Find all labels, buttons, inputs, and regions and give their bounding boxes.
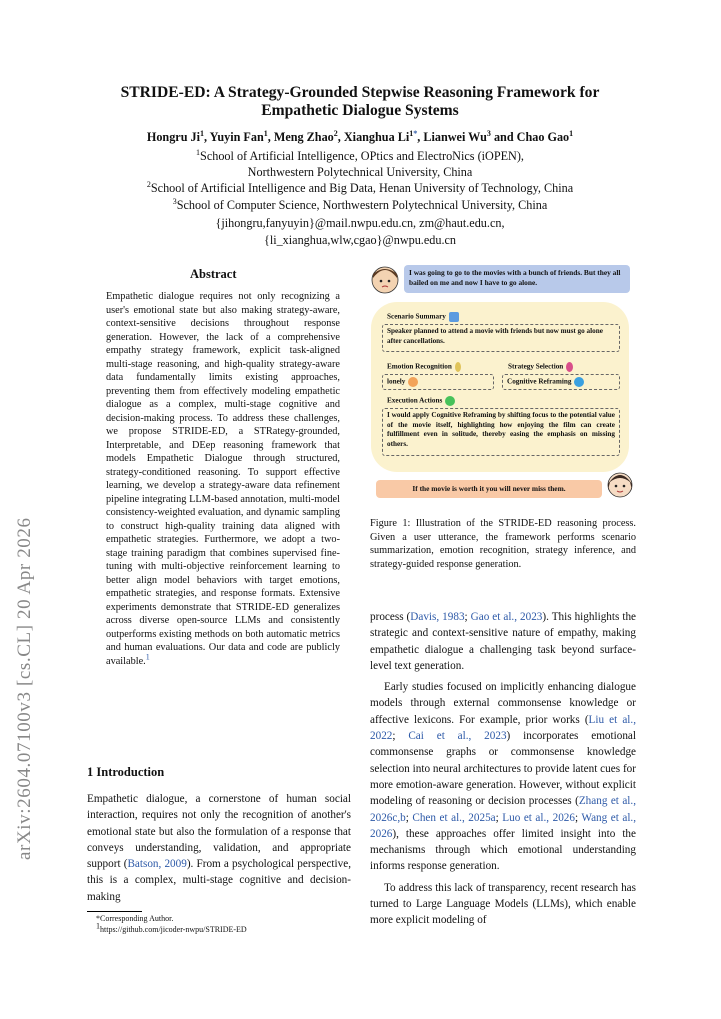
citation-link[interactable]: Luo et al., 2026 xyxy=(502,811,575,824)
citation-link[interactable]: Batson, 2009 xyxy=(127,858,187,871)
figure-caption: Figure 1: Illustration of the STRIDE-ED reasoning process. Given a user utterance, the framework performs scenario summarization, emotion recognition, strategy inference, and strategy-guided response generation. xyxy=(370,518,636,570)
emotion-value-box: lonely xyxy=(382,374,494,390)
abstract-body: Empathetic dialogue requires not only recognizing a user's emotional state but also making strategy-aware, context-sensitive decisions throughout response generation. However, the lack of a comprehensive empathy strategy framework, explicit task-aligned multi-stage reasoning, and high-quality strategy-aware data fundamentally limits existing approaches, preventing them from effectively modeling empathetic dialogue as a complex, multi-stage cognitive and decision-making process. To address these challenges, we propose STRIDE-ED, a STRategy-grounded, Interpretable, and DEep reasoning framework that models Empathetic Dialogue through structured, strategy-conditioned reasoning. To support effective learning, we develop a strategy-aware data refinement pipeline integrating LLM-based annotation, multi-model consistency-weighted evaluation, and dynamic sampling to construct high-quality training data aligned with empathetic strategies. Furthermore, we adopt a two-stage training paradigm that combines supervised fine-tuning with multi-objective reinforcement learning to better align model behaviors with target emotions, empathetic strategies, and response formats. Extensive experiments demonstrate that STRIDE-ED generalizes across diverse open-source LLMs and consistently outperforms existing methods on both automatic metrics and human evaluations. Our data and code are publicly available.$^1$ xyxy=(106,291,340,667)
affiliation-1: $^1$School of Artificial Intelligence, OPtics and ElectroNics (iOPEN), xyxy=(196,147,524,163)
user-avatar-icon xyxy=(370,264,400,298)
execution-actions-label: Execution Actions xyxy=(387,396,455,406)
lightbulb-icon xyxy=(455,362,461,372)
citation-link[interactable]: Liu et al., 2022 xyxy=(370,713,636,743)
check-icon xyxy=(445,396,455,406)
bot-avatar-icon xyxy=(606,470,634,504)
citation-link[interactable]: Wang et al., 2026 xyxy=(370,811,637,840)
strategy-icon xyxy=(566,362,573,372)
section-heading-introduction: 1 Introduction xyxy=(87,765,165,779)
author-list: Hongru Ji$^1$, Yuyin Fan$^1$, Meng Zhao$^2$, Xianghua Li$^{1*}$, Lianwei Wu$^3$ and Chao Gao$^1$ xyxy=(146,128,574,144)
affiliation-3: $^3$School of Computer Science, Northwestern Polytechnical University, China xyxy=(172,196,548,212)
intro-paragraph: Empathetic dialogue, a cornerstone of human social interaction, requires not only the recognition of another's emotional state but also the formulation of a response that conveys understanding, validation, and appropriate support (Batson, 2009). From a psychological perspective, this is a complex, multi-stage cognitive and decision-making xyxy=(87,793,351,903)
sad-face-icon xyxy=(408,377,418,387)
emotion-recognition-label: Emotion Recognition xyxy=(387,362,461,372)
scenario-summary-box: Speaker planned to attend a movie with friends but now must go alone after cancellations. xyxy=(382,324,620,352)
footnote-divider xyxy=(87,911,142,912)
citation-link[interactable]: Gao et al., 2023 xyxy=(470,611,543,623)
affiliation-2: $^2$School of Artificial Intelligence and Big Data, Henan University of Technology, China xyxy=(146,179,574,195)
arxiv-stamp: arXiv:2604.07100v3 [cs.CL] 20 Apr 2026 xyxy=(14,517,35,860)
response-bubble: If the movie is worth it you will never miss them. xyxy=(376,480,602,498)
reframe-icon xyxy=(574,377,584,387)
citation-link[interactable]: Davis, 1983 xyxy=(410,611,465,623)
strategy-value-box: Cognitive Reframing xyxy=(502,374,620,390)
citation-link[interactable]: Zhang et al., 2026c,b xyxy=(370,795,636,824)
email-line-2: {li_xianghua,wlw,cgao}@nwpu.edu.cn xyxy=(263,233,457,247)
document-icon xyxy=(449,312,459,322)
execution-actions-box: I would apply Cognitive Reframing by shifting focus to the potential value of the movie itself, highlighting how enjoying the film can create fulfillment even in solitude, thereby easing the emphasis on missing others. xyxy=(382,408,620,456)
abstract-heading: Abstract xyxy=(190,267,237,281)
citation-link[interactable]: Chen et al., 2025a xyxy=(412,811,496,824)
affiliation-1-cont: Northwestern Polytechnical University, China xyxy=(247,165,473,179)
email-line-1: {jihongru,fanyuyin}@mail.nwpu.edu.cn, zm@haut.edu.cn, xyxy=(215,216,505,230)
scenario-summary-label: Scenario Summary xyxy=(387,312,459,322)
citation-link[interactable]: Cai et al., 2023 xyxy=(408,730,507,743)
strategy-selection-label: Strategy Selection xyxy=(508,362,573,372)
footnotes: *Corresponding Author. $^1$https://github.com/jicoder-nwpu/STRIDE-ED xyxy=(96,914,247,934)
repo-link[interactable]: https://github.com/jicoder-nwpu/STRIDE-ED xyxy=(100,925,247,934)
figure-1 xyxy=(368,262,634,506)
paper-title: STRIDE-ED: A Strategy-Grounded Stepwise Reasoning Framework for Empathetic Dialogue Systems xyxy=(120,84,600,119)
user-utterance-bubble: I was going to go to the movies with a bunch of friends. But they all bailed on me and now I have to go alone. xyxy=(404,265,630,293)
right-column-text: process (Davis, 1983; Gao et al., 2023). This highlights the strategic and context-sensitive nature of empathy, making empathetic dialogue a challenging task beyond surface-level text generation. Early studies focused on implicitly enhancing dialogue models through external commonsense knowledge or affective lexicons. For example, prior works (Liu et al., 2022; Cai et al., 2023) incorporates emotional commonsense graphs or commonsense knowledge selection into neural architectures to provide latent cues for more emotion-aware generation. However, without explicit modeling of reasoning or decision processes (Zhang et al., 2026c,b; Chen et al., 2025a; Luo et al., 2026; Wang et al., 2026), these approaches offer limited insight into the mechanisms through which emotional understanding informs response generation. To address this lack of transparency, recent research has turned to Large Language Models (LLMs), which enable more explicit modeling of xyxy=(370,611,637,927)
